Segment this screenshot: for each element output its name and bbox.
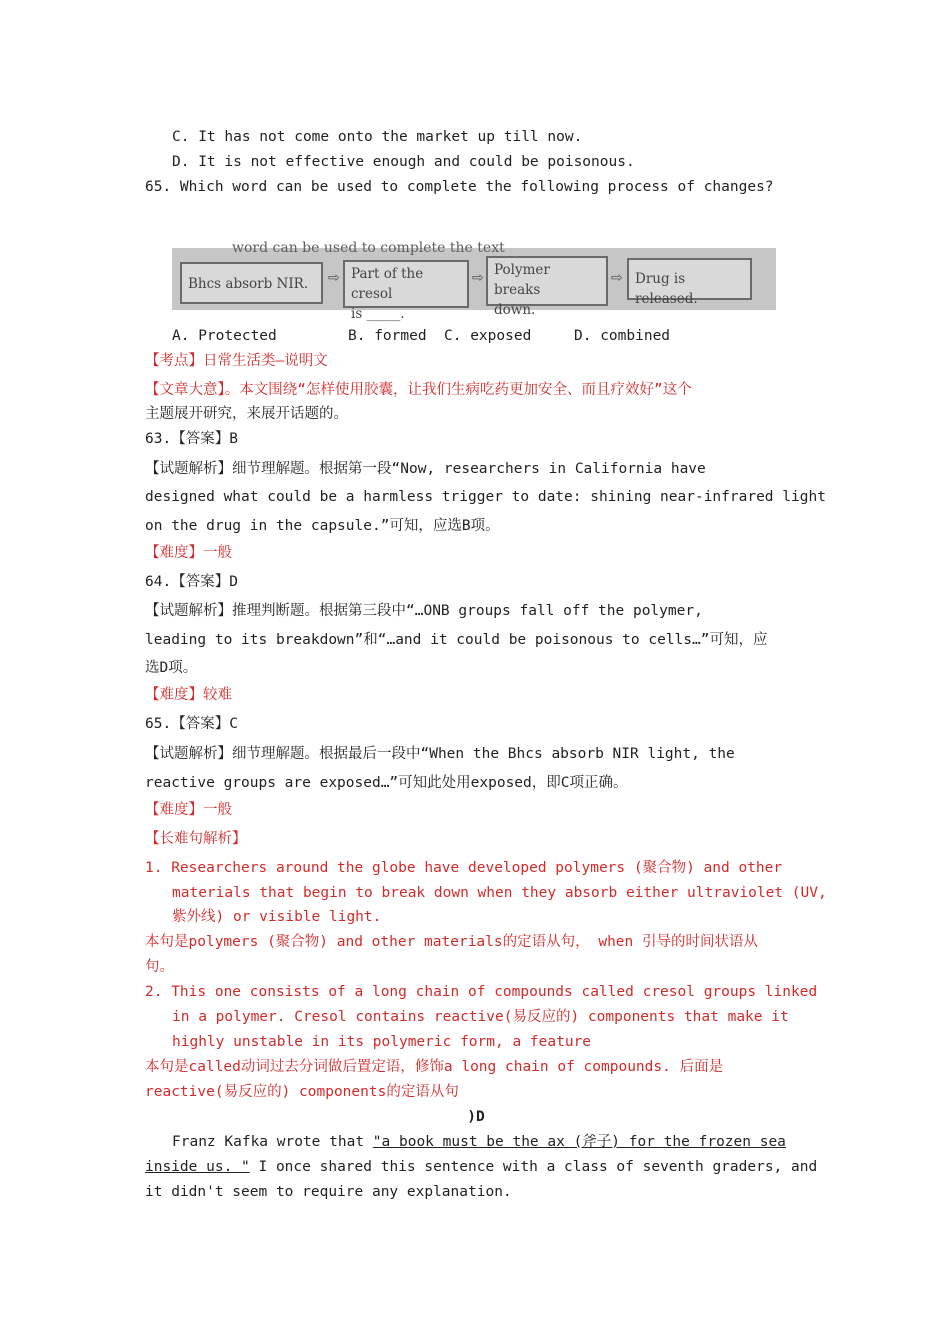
sentence-2-line-3: highly unstable in its polymeric form, a feature bbox=[172, 1034, 592, 1050]
sentence-2-note-line-1: 本句是called动词过去分词做后置定语，修饰a long chain of compounds. 后面是 bbox=[145, 1059, 724, 1075]
sentence-1-line-1: 1. Researchers around the globe have developed polymers (聚合物) and other bbox=[145, 860, 783, 876]
difficulty-65: 【难度】一般 bbox=[145, 802, 232, 818]
figure-top-text: word can be used to complete the text bbox=[232, 240, 505, 256]
arrow-icon: ⇨ bbox=[611, 270, 623, 286]
answer-65: 65.【答案】C bbox=[145, 716, 238, 732]
analysis-63-line-2: designed what could be a harmless trigger to date: shining near-infrared light bbox=[145, 489, 826, 505]
step-4-text: Drug is released. bbox=[635, 271, 698, 307]
passage-d-line-3: it didn't seem to require any explanation. bbox=[145, 1184, 512, 1200]
analysis-65-line-1: 【试题解析】细节理解题。根据最后一段中“When the Bhcs absorb NIR light, the bbox=[145, 746, 735, 762]
summary-line-2: 主题展开研究，来展开话题的。 bbox=[145, 406, 348, 422]
option-d: D. It is not effective enough and could be poisonous. bbox=[172, 154, 635, 170]
passage-d-line-2: inside us. " I once shared this sentence with a class of seventh graders, and bbox=[145, 1159, 818, 1175]
step-3-line-1: Polymer breaks bbox=[494, 262, 550, 298]
option-b: B. formed bbox=[348, 328, 427, 344]
analysis-64-line-3: 选D项。 bbox=[145, 660, 198, 676]
q65-options bbox=[172, 326, 807, 346]
process-figure bbox=[172, 240, 776, 322]
answer-64: 64.【答案】D bbox=[145, 574, 238, 590]
option-a: A. Protected bbox=[172, 328, 277, 344]
sentence-1-note-line-2: 句。 bbox=[145, 959, 174, 975]
kaodian: 【考点】日常生活类—说明文 bbox=[145, 353, 328, 369]
option-c: C. It has not come onto the market up till now. bbox=[172, 129, 583, 145]
sentence-2-line-2: in a polymer. Cresol contains reactive(易反应的) components that make it bbox=[172, 1009, 789, 1025]
step-1-box bbox=[180, 262, 323, 304]
long-sentence-heading: 【长难句解析】 bbox=[145, 831, 247, 847]
sentence-2-line-1: 2. This one consists of a long chain of compounds called cresol groups linked bbox=[145, 984, 818, 1000]
difficulty-64: 【难度】较难 bbox=[145, 687, 232, 703]
option-c: C. exposed bbox=[444, 328, 532, 344]
answer-63: 63.【答案】B bbox=[145, 431, 238, 447]
step-2-line-1: Part of the cresol bbox=[351, 266, 424, 302]
question-65-stem: 65. Which word can be used to complete the following process of changes? bbox=[145, 179, 774, 195]
step-2-line-2: is _____. bbox=[351, 306, 405, 322]
summary-line-1: 【文章大意】。本文围绕“怎样使用胶囊，让我们生病吃药更加安全、而且疗效好”这个 bbox=[145, 382, 692, 398]
passage-d-heading: )D bbox=[467, 1109, 485, 1125]
sentence-2-note-line-2: reactive(易反应的) components的定语从句 bbox=[145, 1084, 459, 1100]
step-3-line-2: down. bbox=[494, 302, 536, 318]
step-2-box bbox=[343, 260, 469, 322]
analysis-63-line-3: on the drug in the capsule.”可知，应选B项。 bbox=[145, 518, 500, 534]
sentence-1-line-2: materials that begin to break down when they absorb either ultraviolet (UV, bbox=[172, 885, 827, 901]
difficulty-63: 【难度】一般 bbox=[145, 545, 232, 561]
arrow-icon: ⇨ bbox=[472, 270, 484, 286]
analysis-65-line-2: reactive groups are exposed…”可知此处用exposed，即C项正确。 bbox=[145, 775, 628, 791]
option-d: D. combined bbox=[574, 328, 671, 344]
analysis-64-line-2: leading to its breakdown”和“…and it could be poisonous to cells…”可知，应 bbox=[145, 632, 768, 648]
sentence-1-note-line-1: 本句是polymers (聚合物) and other materials的定语从句， when 引导的时间状语从 bbox=[145, 934, 758, 950]
arrow-icon: ⇨ bbox=[328, 270, 340, 286]
step-1-text: Bhcs absorb NIR. bbox=[188, 276, 309, 292]
step-4-box bbox=[627, 258, 752, 307]
step-3-box bbox=[486, 256, 608, 318]
sentence-1-line-3: 紫外线) or visible light. bbox=[172, 909, 382, 925]
analysis-64-line-1: 【试题解析】推理判断题。根据第三段中“…ONB groups fall off the polymer, bbox=[145, 603, 703, 619]
passage-d-line-1: Franz Kafka wrote that "a book must be the ax (斧子) for the frozen sea bbox=[172, 1134, 786, 1150]
analysis-63-line-1: 【试题解析】细节理解题。根据第一段“Now, researchers in California have bbox=[145, 461, 706, 477]
